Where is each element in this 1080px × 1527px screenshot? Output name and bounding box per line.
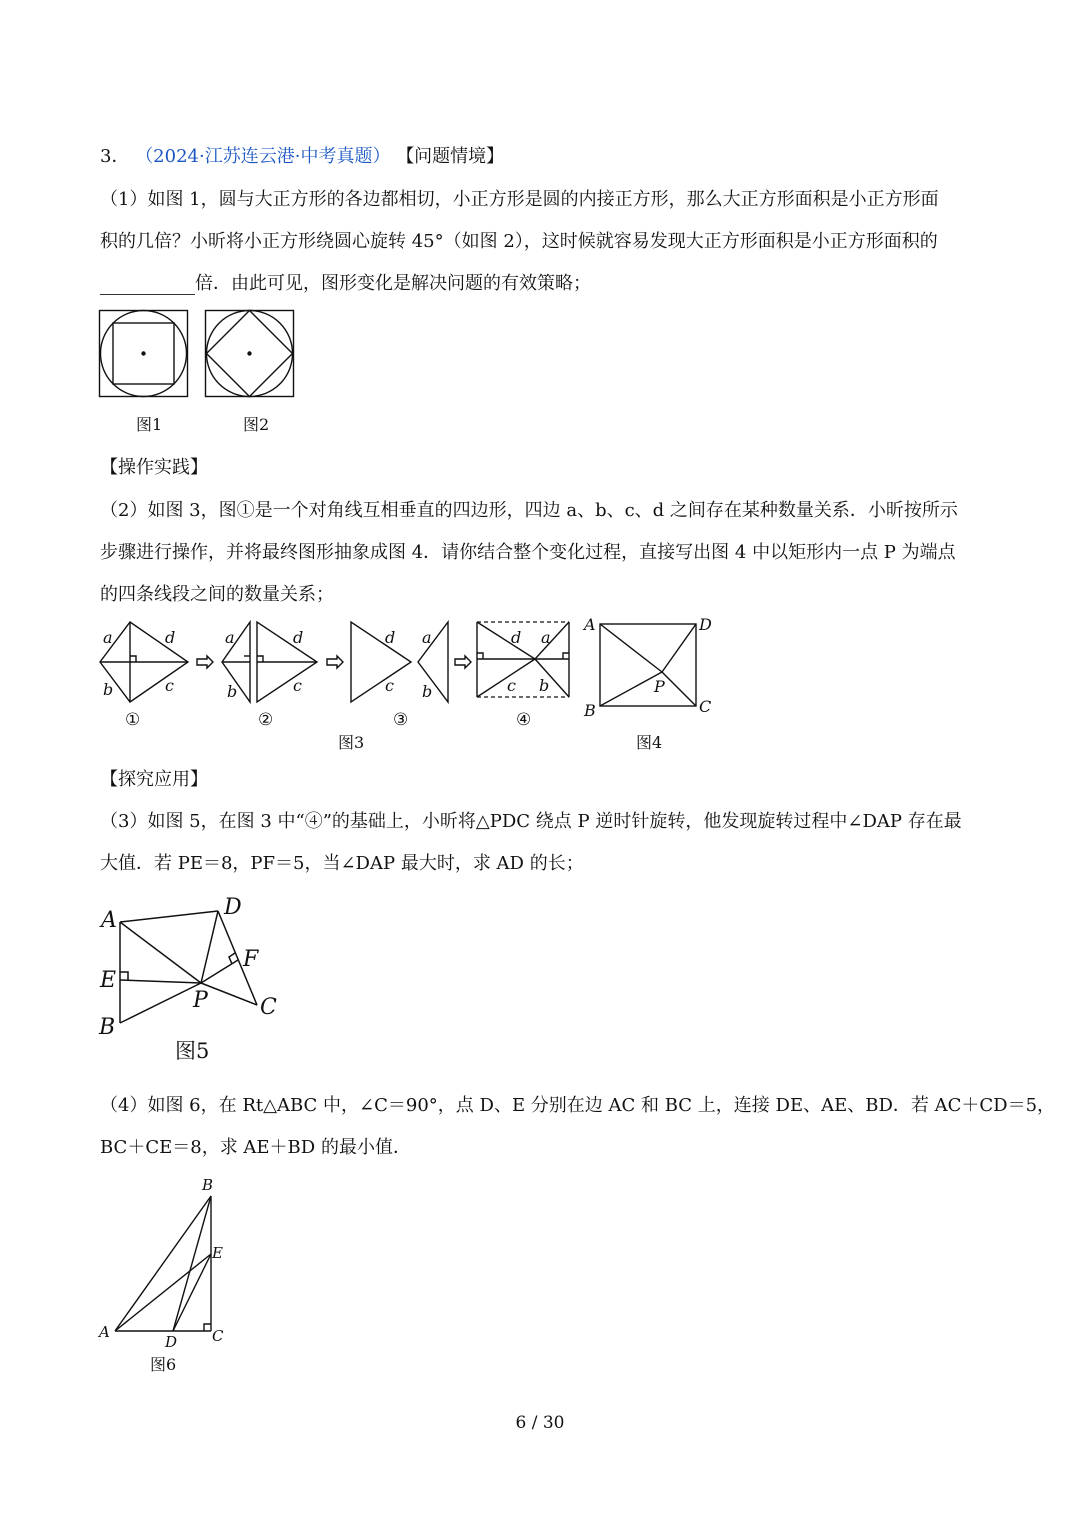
q3-line1: （3）如图 5，在图 3 中“④”的基础上，小昕将△PDC 绕点 P 逆时针旋转，他发现旋转过程中∠DAP 存在最 [100,811,962,832]
section-title-practice: 【操作实践】 [100,457,208,478]
fig3-label-d1: d [165,628,176,647]
fig5-point-P: P [193,988,208,1013]
fig5-point-C: C [260,995,277,1020]
fig3-label-d3: d [385,628,396,647]
figure-2-caption: 图2 [243,415,270,434]
fig3-label-c2: c [293,676,302,695]
q1-line3 [100,269,591,295]
fig3-label-b3: b [422,682,433,701]
fig4-point-A: A [584,615,596,634]
figure-1-caption: 图1 [136,415,163,434]
fig3-label-c3: c [385,676,394,695]
figure-3 [95,615,585,745]
fig6-point-D: D [165,1333,178,1351]
section-title-situation: 【问题情境】 [396,146,505,167]
step-label-1: ① [125,710,141,730]
q3-line2: 大值．若 PE＝8，PF＝5，当∠DAP 最大时，求 AD 的长； [100,853,584,874]
figure-4 [580,612,720,722]
figure-2 [205,310,295,398]
q2-line1: （2）如图 3，图①是一个对角线互相垂直的四边形，四边 a、b、c、d 之间存在某种数量关系．小昕按所示 [100,500,958,521]
fig3-label-c1: c [165,676,174,695]
step-label-4: ④ [516,710,532,730]
fig6-point-A: A [99,1323,110,1341]
fig6-point-E: E [212,1244,223,1262]
page-number: 6 / 30 [515,1413,565,1433]
q2-line2: 步骤进行操作，并将最终图形抽象成图 4．请你结合整个变化过程，直接写出图 4 中以矩形内一点 P 为端点 [100,542,956,563]
q4-line1: （4）如图 6，在 Rt△ABC 中，∠C＝90°，点 D、E 分别在边 AC 和 BC 上，连接 DE、AE、BD．若 AC＋CD＝5， [100,1095,1056,1116]
fig5-point-A: A [101,908,117,933]
figure-6-caption: 图6 [150,1355,177,1374]
fig3-label-a2: a [225,628,235,647]
fig3-label-a1: a [103,628,113,647]
q4-line2: BC＋CE＝8，求 AE＋BD 的最小值． [100,1137,411,1158]
fig3-label-a3: a [422,628,432,647]
fig3-label-a4: a [541,628,551,647]
step-label-3: ③ [393,710,409,730]
fig3-label-d4: d [511,628,522,647]
problem-source-link[interactable]: （2024·江苏连云港·中考真题） [135,146,391,167]
q2-line3: 的四条线段之间的数量关系； [100,584,334,605]
fig6-point-C: C [212,1327,224,1345]
fig3-label-b1: b [103,680,114,699]
fig4-point-P: P [654,677,665,696]
q1-line2: 积的几倍？小昕将小正方形绕圆心旋转 45°（如图 2），这时候就容易发现大正方形面积是小正方形面积的 [100,231,938,252]
fig3-label-d2: d [293,628,304,647]
figure-3-caption: 图3 [338,733,365,752]
figure-6 [95,1172,235,1382]
fig5-point-B: B [99,1015,116,1040]
figure-1 [99,310,189,398]
q1-line1: （1）如图 1，圆与大正方形的各边都相切，小正方形是圆的内接正方形，那么大正方形面积是小正方形面 [100,189,939,210]
section-title-explore: 【探究应用】 [100,769,208,790]
fig3-label-b2: b [227,682,238,701]
figure-5 [95,893,295,1068]
problem-header [100,142,504,168]
problem-number: 3． [100,146,130,167]
fig4-point-B: B [584,701,596,720]
fig4-point-D: D [699,615,712,634]
fig5-point-F: F [243,947,259,972]
fig4-point-C: C [699,697,712,716]
figure-4-caption: 图4 [636,733,663,752]
fig6-point-B: B [202,1176,214,1194]
q1-line3-text: 倍．由此可见，图形变化是解决问题的有效策略； [195,273,591,294]
step-label-2: ② [258,710,274,730]
answer-blank[interactable] [100,276,195,295]
figure-5-caption: 图5 [175,1039,210,1063]
fig5-point-E: E [100,968,117,993]
fig5-point-D: D [224,895,242,920]
fig3-label-b4: b [539,676,550,695]
fig3-label-c4: c [507,676,516,695]
